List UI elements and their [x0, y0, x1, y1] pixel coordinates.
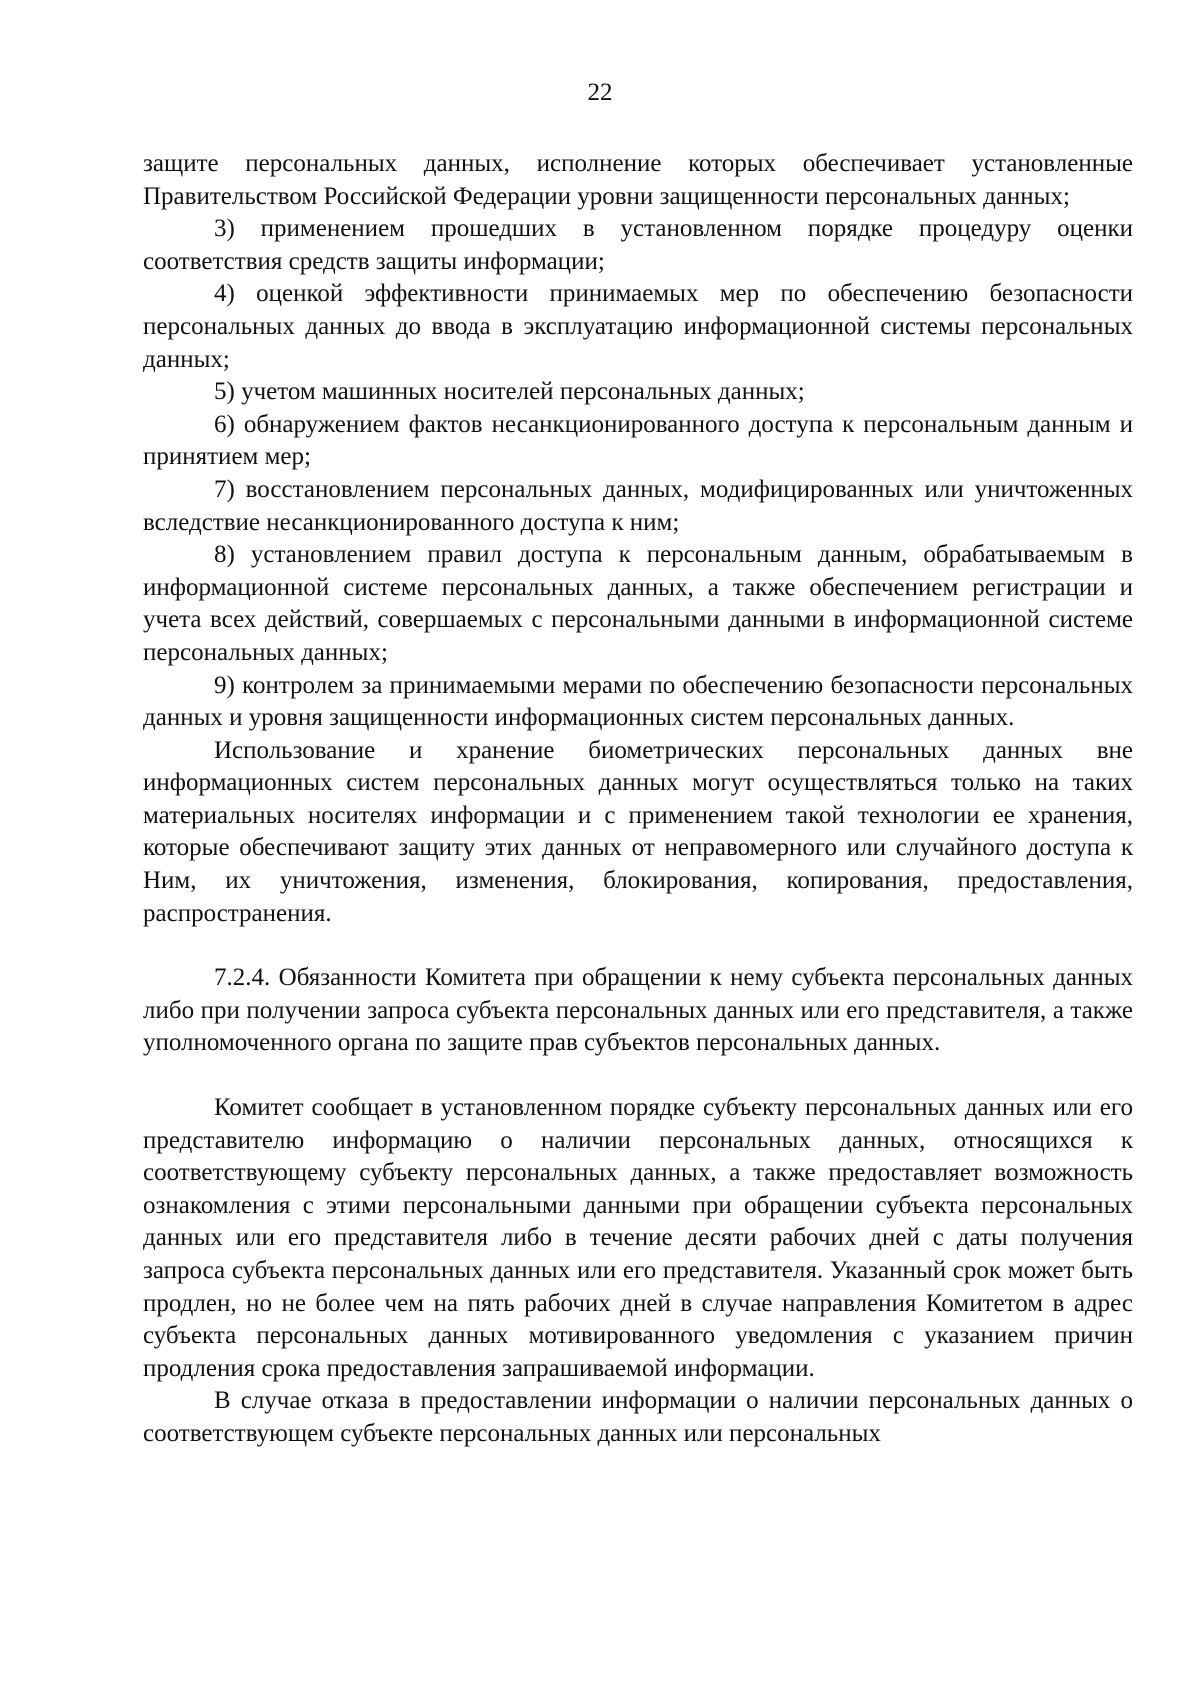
- list-item-9: 9) контролем за принимаемыми мерами по обеспечению безопасности персональных данных и уровня защищенности информационных систем персональных данных.: [143, 671, 1133, 732]
- page-number: 22: [587, 79, 613, 106]
- document-body: [143, 148, 1133, 1451]
- paragraph-refusal-case: В случае отказа в предоставлении информации о наличии персональных данных о соответствующем субъекте персональных данных или персональных: [143, 1387, 1133, 1447]
- section-heading-7-2-4: 7.2.4. Обязанности Комитета при обращении к нему субъекта персональных данных либо при получении запроса субъекта персональных данных или его представителя, а также уполномоченного органа по защите прав субъектов персональных данных.: [143, 964, 1133, 1057]
- list-item-3: 3) применением прошедших в установленном порядке процедуру оценки соответствия средств защиты информации;: [143, 215, 1133, 275]
- list-item-4: 4) оценкой эффективности принимаемых мер по обеспечению безопасности персональных данных до ввода в эксплуатацию информационной системы персональных данных;: [143, 280, 1133, 373]
- list-item-5: 5) учетом машинных носителей персональных данных;: [214, 378, 805, 406]
- paragraph-biometric-data: Использование и хранение биометрических персональных данных вне информационных систем персональных данных могут осуществляться только на таких материальных носителях информации и с применением такой технологии ее хранения, которые обеспечивают защиту этих данных от неправомерного или случайного доступа к Ним, их уничтожения, изменения, блокирования, копирования, предоставления, распространения.: [143, 736, 1133, 927]
- list-item-6: 6) обнаружением фактов несанкционированного доступа к персональным данным и принятием мер;: [143, 410, 1133, 471]
- paragraph-continuation: защите персональных данных, исполнение которых обеспечивает установленные Правительством Российской Федерации уровни защищенности персональных данных;: [143, 150, 1133, 210]
- list-item-7: 7) восстановлением персональных данных, модифицированных или уничтоженных вследствие несанкционированного доступа к ним;: [143, 475, 1133, 536]
- list-item-8: 8) установлением правил доступа к персональным данным, обрабатываемым в информационной системе персональных данных, а также обеспечением регистрации и учета всех действий, совершаемых с персональными данными в информационной системе персональных данных;: [143, 541, 1133, 666]
- paragraph-committee-reports: Комитет сообщает в установленном порядке субъекту персональных данных или его представителю информацию о наличии персональных данных, относящихся к соответствующему субъекту персональных данных, а также предоставляет возможность ознакомления с этими персональными данными при обращении субъекта персональных данных или его представителя либо в течение десяти рабочих дней с даты получения запроса субъекта персональных данных или его представителя. Указанный срок может быть продлен, но не более чем на пять рабочих дней в случае направления Комитетом в адрес субъекта персональных данных мотивированного уведомления с указанием причин продления срока предоставления запрашиваемой информации.: [143, 1094, 1133, 1382]
